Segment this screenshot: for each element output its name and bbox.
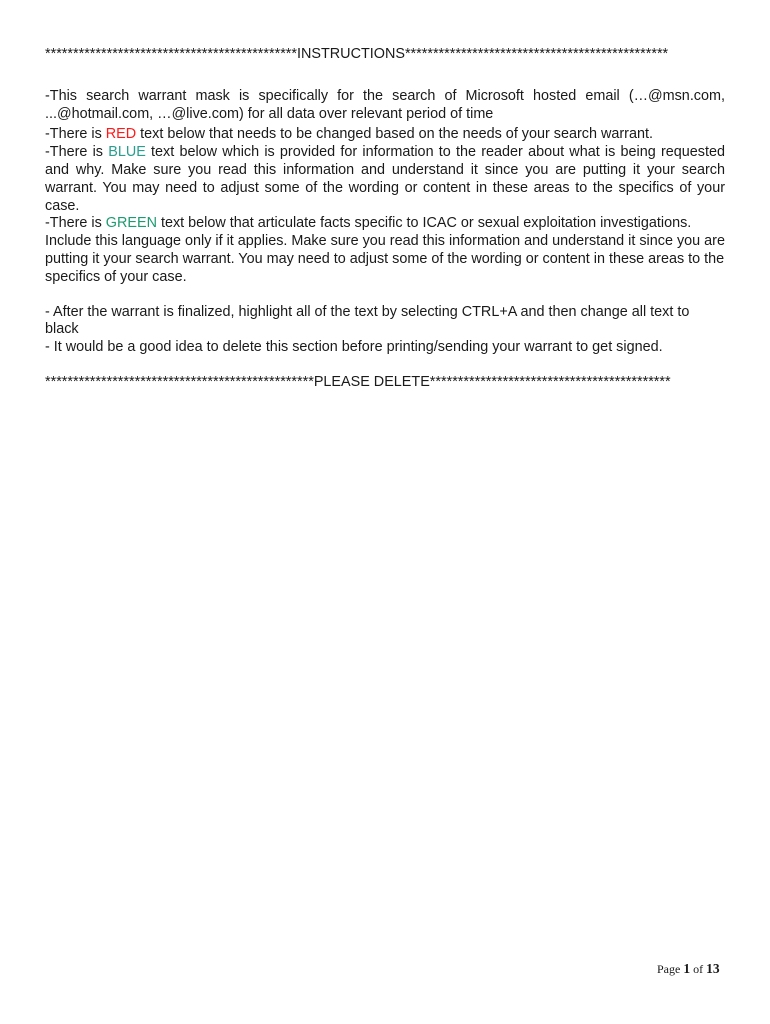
please-delete-line: ************************************************PLEASE DELETE******************************************* — [45, 373, 671, 390]
instructions-header-line: *********************************************INSTRUCTIONS*********************************************** — [45, 46, 669, 62]
instruction-blue-prefix: -There is — [45, 144, 109, 161]
page-number-footer — [657, 961, 720, 977]
of-word: of — [690, 962, 707, 976]
green-color-word: GREEN — [105, 215, 157, 232]
red-color-word: RED — [105, 126, 137, 143]
instruction-green-prefix: -There is — [45, 215, 106, 232]
instruction-green-paragraph — [45, 215, 725, 286]
total-page-count: 13 — [706, 961, 720, 976]
instruction-red-prefix: -There is — [45, 126, 106, 143]
instruction-blue-suffix: text below which is provided for information to the reader about what is being requested and why. Make sure you read this information and understand it since you are putting it your search warrant. You may need to adjust some of the wording or content in these areas to the specifics of your case. — [45, 144, 725, 214]
instruction-scope-paragraph: -This search warrant mask is specifically for the search of Microsoft hosted email (…@msn.com, ...@hotmail.com, …@live.com) for all data over relevant period of time — [45, 87, 725, 122]
spacer — [45, 357, 725, 374]
current-page-number: 1 — [683, 961, 691, 976]
spacer — [45, 64, 725, 88]
instruction-green-suffix: text below that articulate facts specific to ICAC or sexual exploitation investigations. Include this language only if it applies. Make sure you read this information and understand it since you are putting it your search warrant. You may need to adjust some of the wording or content in these areas to the specifics of your case. — [45, 215, 725, 285]
instruction-red-suffix: text below that needs to be changed based on the needs of your search warrant. — [136, 126, 653, 143]
instruction-blue-paragraph — [45, 144, 725, 215]
blue-color-word: BLUE — [108, 144, 146, 161]
instruction-finalize-paragraph: - After the warrant is finalized, highlight all of the text by selecting CTRL+A and then change all text to black — [45, 303, 690, 338]
instruction-delete-paragraph: - It would be a good idea to delete this section before printing/sending your warrant to get signed. — [45, 339, 663, 356]
instructions-section — [45, 46, 725, 392]
instruction-red-paragraph — [45, 126, 725, 144]
page-word: Page — [657, 962, 684, 976]
spacer — [45, 287, 725, 304]
